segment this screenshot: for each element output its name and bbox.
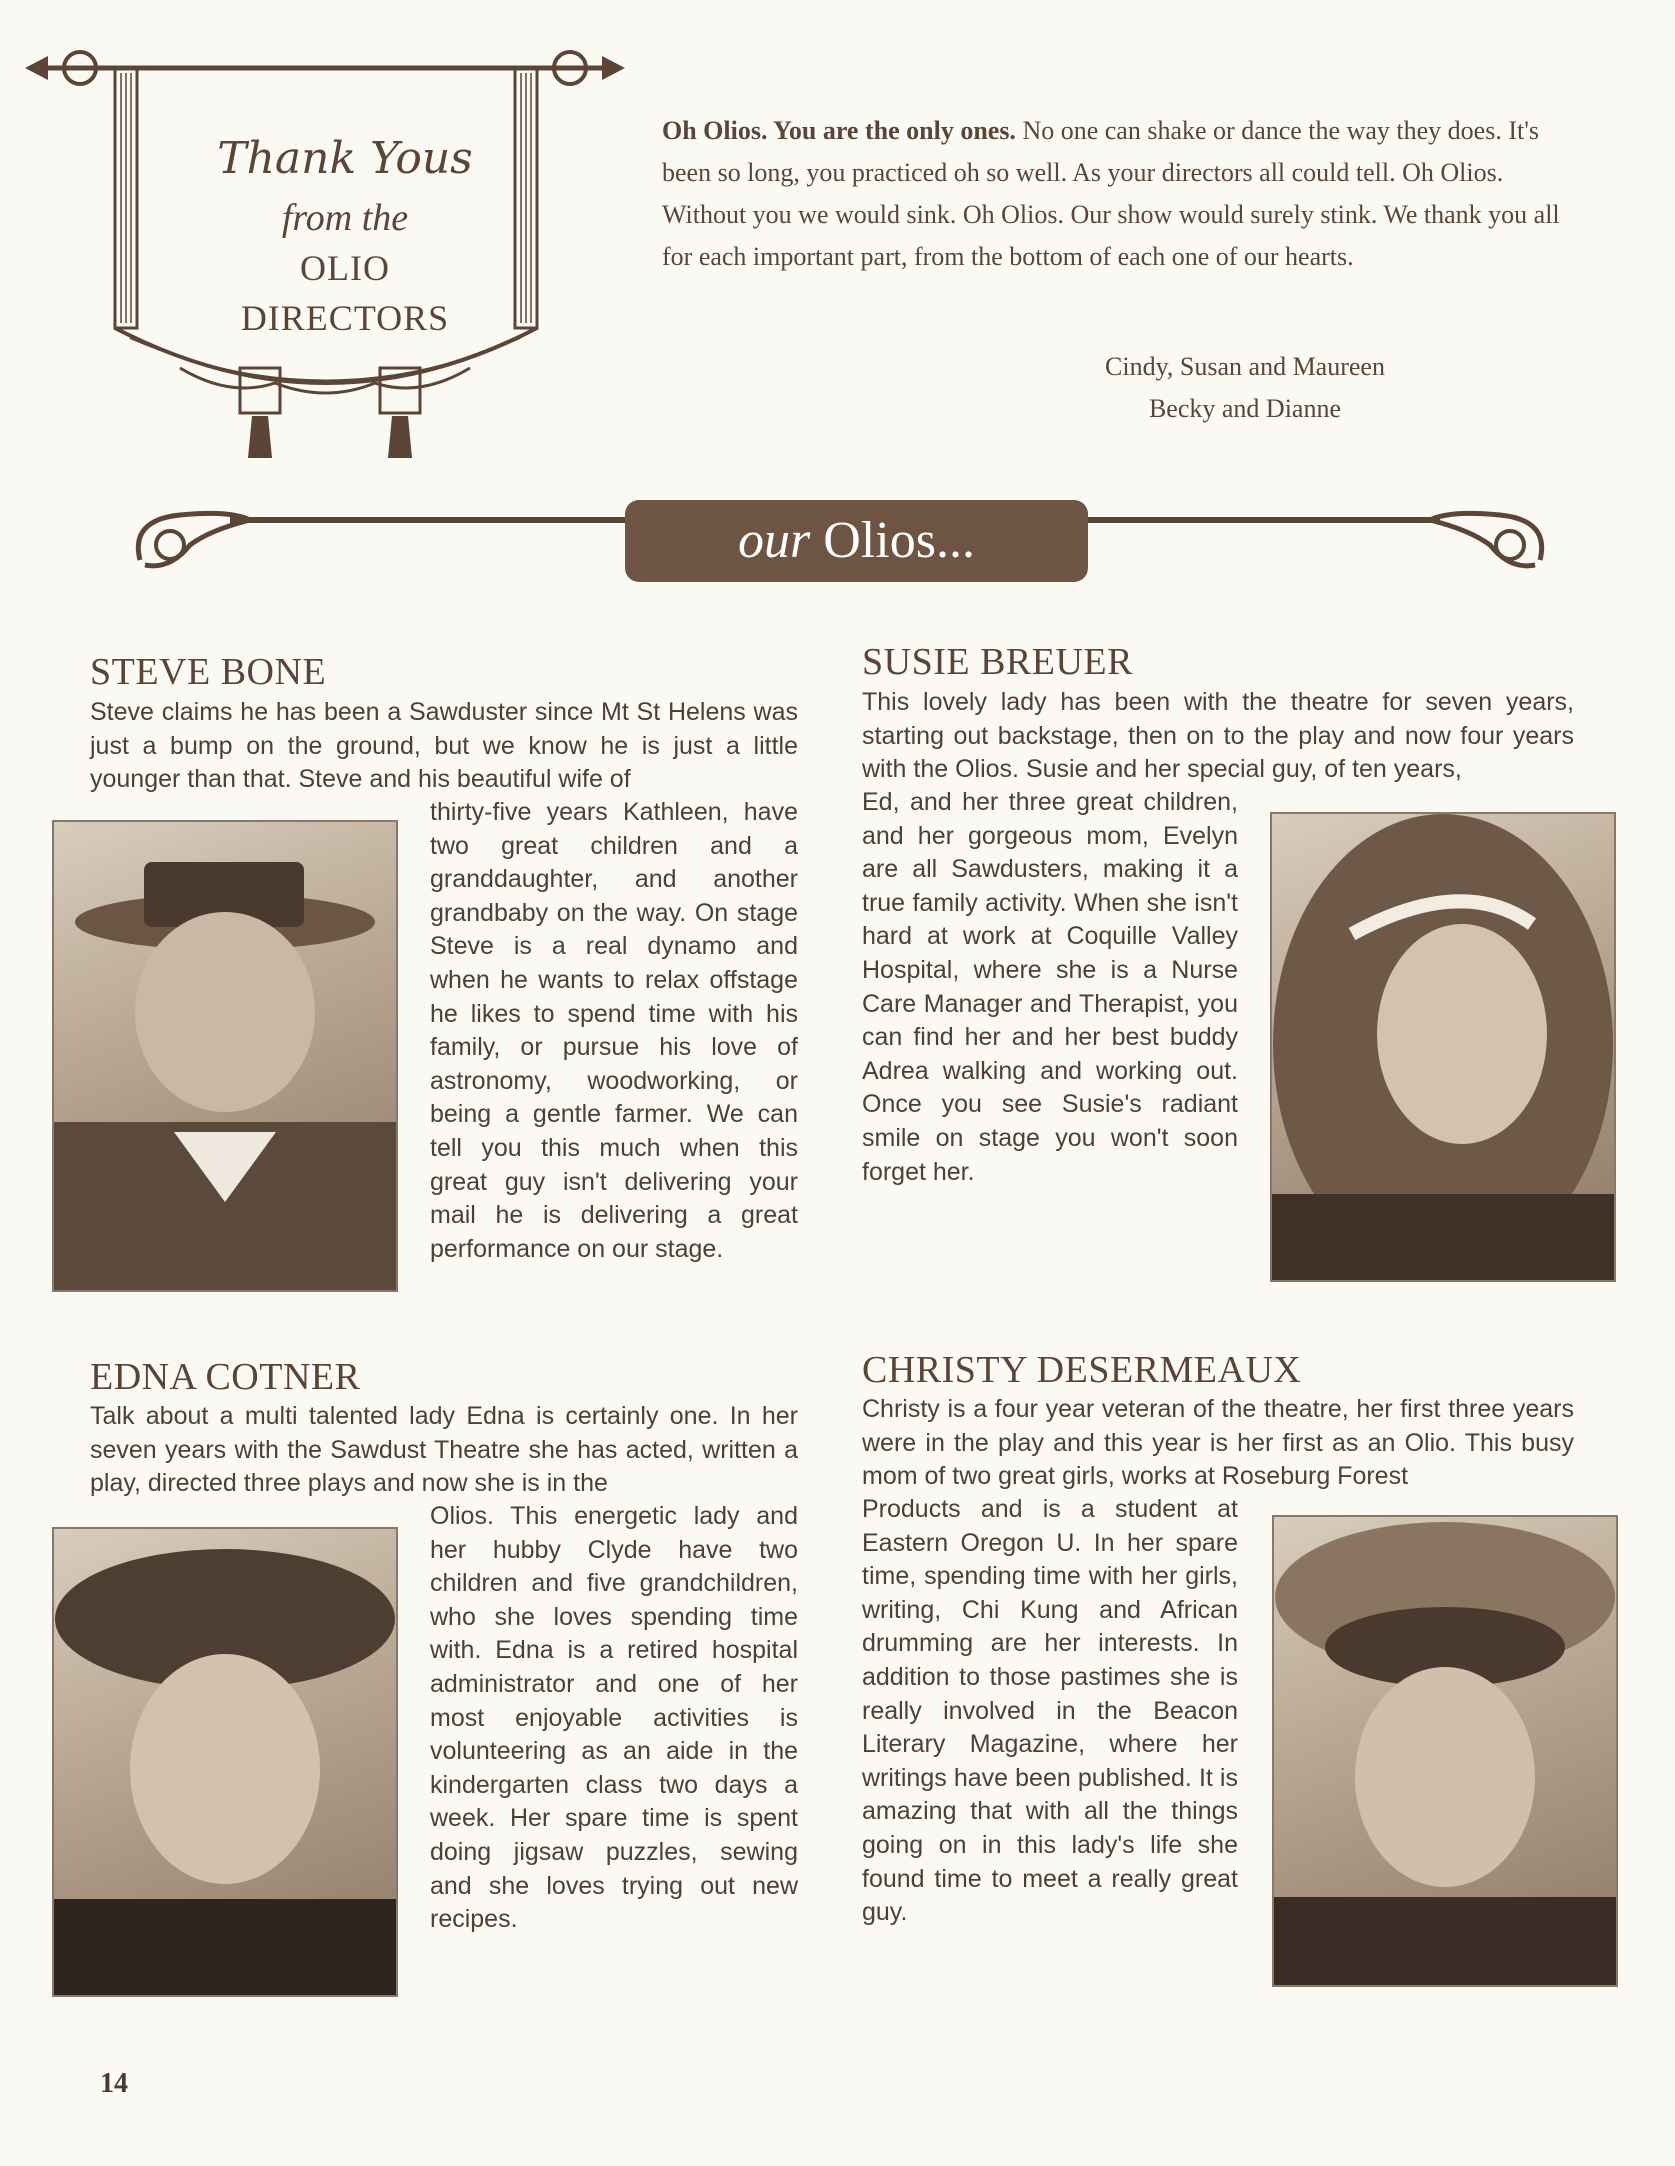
thank-you-message — [662, 110, 1562, 278]
section-title-our: our — [738, 512, 811, 569]
bio-side-christy: Products and is a student at Eastern Oregon U. In her spare time, spending time with her girls, writing, Chi Kung and African drumming are her interests. In addition to those pastimes she is really involved in the Beacon Literary Magazine, where her writings have been published. It is amazing that with all the things going on in this lady's life she found time to meet a really great guy. — [862, 1495, 1238, 1927]
bio-name-christy: CHRISTY DESERMEAUX — [862, 1349, 1302, 1391]
bio-side-susie: Ed, and her three great children, and her gorgeous mom, Evelyn are all Sawdusters, making it a true family activity. When she isn't hard at work at Coquille Valley Hospital, where she is a Nurse Care Manager and Therapist, you can find her and her best buddy Adrea walking and working out. Once you see Susie's radiant smile on stage you won't soon forget her. — [862, 788, 1238, 1186]
bio-name-susie: SUSIE BREUER — [862, 641, 1133, 683]
bio-top-christy: Christy is a four year veteran of the theatre, her first three years were in the play and this year is her first as an Olio. This busy mom of two great girls, works at Roseburg Forest — [862, 1395, 1574, 1491]
bio-top-steve: Steve claims he has been a Sawduster since Mt St Helens was just a bump on the ground, but we know he is just a little younger than that. Steve and his beautiful wife of — [90, 698, 798, 794]
photo-steve-bone — [52, 820, 398, 1292]
banner-directors: DIRECTORS — [240, 297, 450, 338]
banner-olio: OLIO — [300, 248, 390, 289]
bio-top-edna: Talk about a multi talented lady Edna is certainly one. In her seven years with the Sawdust Theatre she has acted, written a play, directed three plays and now she is in the — [90, 1402, 798, 1498]
bio-name-edna: EDNA COTNER — [90, 1356, 361, 1398]
signature-line-1: Cindy, Susan and Maureen — [1105, 352, 1385, 381]
photo-edna-cotner — [52, 1527, 398, 1997]
thank-you-lead: Oh Olios. You are the only ones. — [662, 116, 1016, 145]
banner-from: from the — [281, 196, 409, 239]
signature-line-2: Becky and Dianne — [1148, 394, 1342, 423]
photo-susie-breuer — [1270, 812, 1616, 1282]
banner-thank-yous: Thank Yous — [217, 133, 473, 184]
bio-side-edna: Olios. This energetic lady and her hubby Clyde have two children and five grandchildren, who she loves spending time with. Edna is a retired hospital administrator and one of her most enjoyable activities is volunteering as an aide in the kindergarten class two days a week. Her spare time is spent doing jigsaw puzzles, sewing and she loves trying out new recipes. — [430, 1502, 798, 1934]
section-title — [625, 500, 1088, 582]
bio-side-steve: thirty-five years Kathleen, have two great children and a granddaughter, and another grandbaby on the way. On stage Steve is a real dynamo and when he wants to relax offstage he likes to spend time with his family, or pursue his love of astronomy, woodworking, or being a gentle farmer. We can tell you this much when this great guy isn't delivering your mail he is delivering a great performance on our stage. — [430, 798, 798, 1263]
photo-christy-desermeaux — [1272, 1515, 1618, 1987]
section-title-olios: Olios... — [823, 512, 975, 569]
thank-you-body: No one can shake or dance the way they does. It's been so long, you practiced oh so well. As your directors all could tell. Oh Olios. Without you we would sink. Oh Olios. Our show would surely stink. We thank you all for each important part, from the bottom of each one of our hearts. — [662, 116, 1560, 271]
directors-banner — [20, 38, 630, 478]
bio-name-steve: STEVE BONE — [90, 651, 327, 693]
page-number: 14 — [100, 2068, 128, 2099]
bio-top-susie: This lovely lady has been with the theatre for seven years, starting out backstage, then on to the play and now four years with the Olios. Susie and her special guy, of ten years, — [862, 688, 1574, 784]
